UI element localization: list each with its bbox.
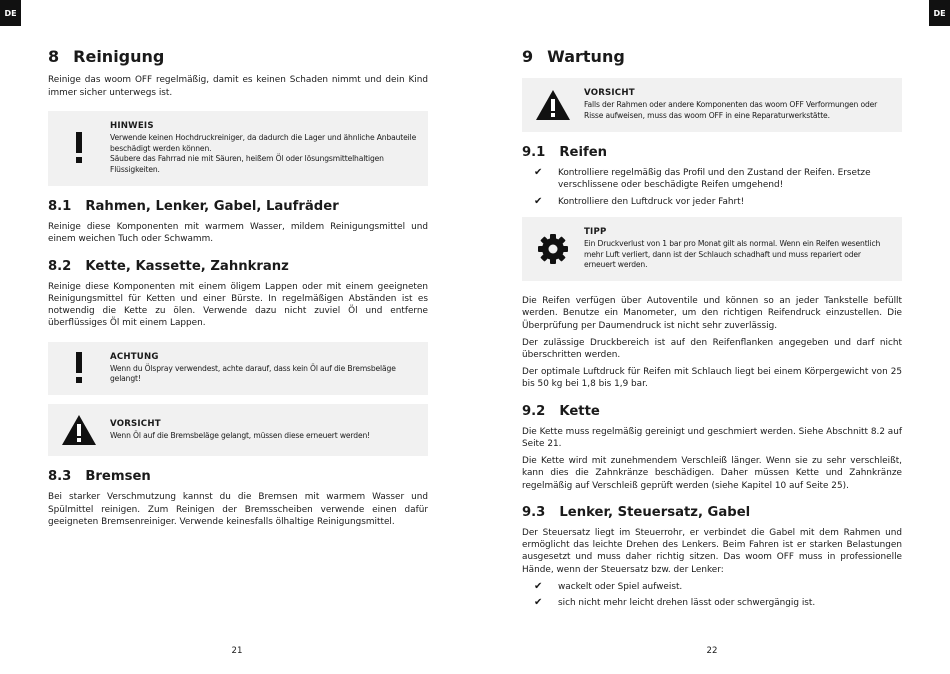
vorsicht-title: VORSICHT xyxy=(110,418,161,429)
language-tab-right: DE xyxy=(929,0,950,26)
checkmark-icon: ✔ xyxy=(534,580,543,592)
gear-icon xyxy=(522,233,584,265)
tipp-box xyxy=(522,217,902,281)
page-number-left: 21 xyxy=(231,646,243,656)
list-item xyxy=(522,597,902,609)
checkmark-icon: ✔ xyxy=(534,596,543,608)
tire-checklist xyxy=(522,167,902,208)
chapter-number: 9 xyxy=(522,47,534,66)
vorsicht-title: VORSICHT xyxy=(584,88,635,99)
vorsicht-box xyxy=(522,78,902,132)
achtung-title: ACHTUNG xyxy=(110,351,159,362)
warning-triangle-icon xyxy=(522,89,584,121)
list-item-text: Kontrolliere den Luftdruck vor jeder Fahrt! xyxy=(558,196,745,207)
section-8-3-heading xyxy=(48,469,428,484)
chapter-8-heading xyxy=(48,48,428,66)
section-number: 8.2 xyxy=(48,258,72,274)
section-number: 8.1 xyxy=(48,198,72,214)
vorsicht-box xyxy=(48,404,428,456)
list-item xyxy=(522,196,902,208)
warning-triangle-icon xyxy=(48,414,110,446)
chain-paragraph-1: Die Kette muss regelmäßig gereinigt und geschmiert werden. Siehe Abschnitt 8.2 auf Seite 21. xyxy=(522,426,902,449)
section-title: Bremsen xyxy=(85,469,151,485)
section-8-1-text: Reinige diese Komponenten mit warmem Wasser, mildem Reinigungsmittel und einem weichen Tuch oder Schwamm. xyxy=(48,222,428,245)
achtung-text: Wenn du Ölspray verwendest, achte darauf, dass kein Öl auf die Bremsbeläge gelangt! xyxy=(110,363,396,384)
chain-paragraph-2: Die Kette wird mit zunehmendem Verschleiß länger. Wenn sie zu sehr verschleißt, kann dies die Zahnkränze beschädigen. Daher müssen Kette und Zahnkränze regelmäßig auf Verschleiß geprüft werden (siehe Kapitel 10 auf Seite 25). xyxy=(522,456,902,491)
list-item-text: wackelt oder Spiel aufweist. xyxy=(558,581,683,592)
list-item-text: Kontrolliere regelmäßig das Profil und den Zustand der Reifen. Ersetze verschlissene oder beschädigte Reifen umgehend! xyxy=(558,168,871,191)
tire-paragraph-1: Die Reifen verfügen über Autoventile und können so an jeder Tankstelle befüllt werden. Benutze ein Manometer, um den richtigen Reifendruck einzustellen. Die Überprüfung per Daumendruck ist nicht sehr zuverlässig. xyxy=(522,296,902,331)
tire-paragraph-3: Der optimale Luftdruck für Reifen mit Schlauch liegt bei einem Körpergewicht von 25 bis 50 kg bei 1,8 bis 1,9 bar. xyxy=(522,367,902,390)
checkmark-icon: ✔ xyxy=(534,167,543,179)
hinweis-text-1: Verwende keinen Hochdruckreiniger, da dadurch die Lager und ähnliche Anbauteile beschädigt werden können. xyxy=(110,132,417,153)
chapter-title: Wartung xyxy=(547,47,625,66)
section-title: Rahmen, Lenker, Gabel, Laufräder xyxy=(85,198,339,214)
vorsicht-text: Falls der Rahmen oder andere Komponenten das woom OFF Verformungen oder Risse aufweisen, muss das woom OFF in eine Reparaturwerkstätte. xyxy=(584,100,878,121)
list-item xyxy=(522,581,902,593)
section-8-3-text: Bei starker Verschmutzung kannst du die Bremsen mit warmem Wasser und Spülmittel reinigen. Zum Reinigen der Bremsscheiben verwende einen dafür geeigneten Bremsenreiniger. Verwende keinesfalls ölhaltige Reinigungsmittel. xyxy=(48,492,428,527)
exclamation-icon xyxy=(48,132,110,164)
section-title: Kette xyxy=(559,403,600,419)
chapter-intro: Reinige das woom OFF regelmäßig, damit es keinen Schaden nimmt und dein Kind immer sicher unterwegs ist. xyxy=(48,75,428,98)
tipp-title: TIPP xyxy=(584,226,607,237)
section-number: 8.3 xyxy=(48,469,72,485)
section-8-2-text: Reinige diese Komponenten mit einem öligem Lappen oder mit einem geeigneten Reinigungsmittel für Ketten und einer Bürste. In regelmäßigen Abständen ist es notwendig die Kette zu ölen. Verwende dazu nicht zuviel Öl und entferne überflüssiges Öl mit einem Lappen. xyxy=(48,281,428,329)
right-page xyxy=(522,48,902,614)
left-page xyxy=(48,48,428,533)
language-tab-left: DE xyxy=(0,0,21,26)
section-8-2-heading xyxy=(48,259,428,274)
section-number: 9.3 xyxy=(522,504,546,520)
list-item xyxy=(522,167,902,191)
exclamation-icon xyxy=(48,352,110,384)
chapter-number: 8 xyxy=(48,47,60,66)
section-title: Reifen xyxy=(559,144,608,160)
section-8-1-heading xyxy=(48,199,428,214)
checkmark-icon: ✔ xyxy=(534,195,543,207)
hinweis-text-2: Säubere das Fahrrad nie mit Säuren, heißem Öl oder lösungsmittelhaltigen Flüssigkeiten. xyxy=(110,154,384,175)
list-item-text: sich nicht mehr leicht drehen lässt oder schwergängig ist. xyxy=(558,597,816,608)
vorsicht-text: Wenn Öl auf die Bremsbeläge gelangt, müssen diese erneuert werden! xyxy=(110,430,371,440)
section-number: 9.2 xyxy=(522,403,546,419)
section-title: Kette, Kassette, Zahnkranz xyxy=(85,258,289,274)
section-title: Lenker, Steuersatz, Gabel xyxy=(559,504,751,520)
chapter-title: Reinigung xyxy=(73,47,165,66)
headset-paragraph: Der Steuersatz liegt im Steuerrohr, er verbindet die Gabel mit dem Rahmen und ermöglicht das leichte Drehen des Lenkers. Beim Fahren ist er starken Belastungen ausgesetzt und muss daher richtig sitzen. Das woom OFF muss in professionelle Hände, wenn der Steuersatz bzw. der Lenker: xyxy=(522,527,902,575)
tire-paragraph-2: Der zulässige Druckbereich ist auf den Reifenflanken angegeben und darf nicht überschritten werden. xyxy=(522,337,902,360)
chapter-9-heading xyxy=(522,48,902,66)
achtung-box xyxy=(48,342,428,396)
headset-checklist xyxy=(522,581,902,609)
tipp-text: Ein Druckverlust von 1 bar pro Monat gilt als normal. Wenn ein Reifen wesentlich mehr Luft verliert, dann ist der Schlauch schadhaft und muss repariert oder erneuert werden. xyxy=(584,238,881,270)
hinweis-title: HINWEIS xyxy=(110,120,154,131)
page-number-right: 22 xyxy=(706,646,718,656)
section-9-3-heading xyxy=(522,505,902,520)
hinweis-box xyxy=(48,111,428,186)
section-number: 9.1 xyxy=(522,144,546,160)
section-9-1-heading xyxy=(522,145,902,160)
section-9-2-heading xyxy=(522,404,902,419)
